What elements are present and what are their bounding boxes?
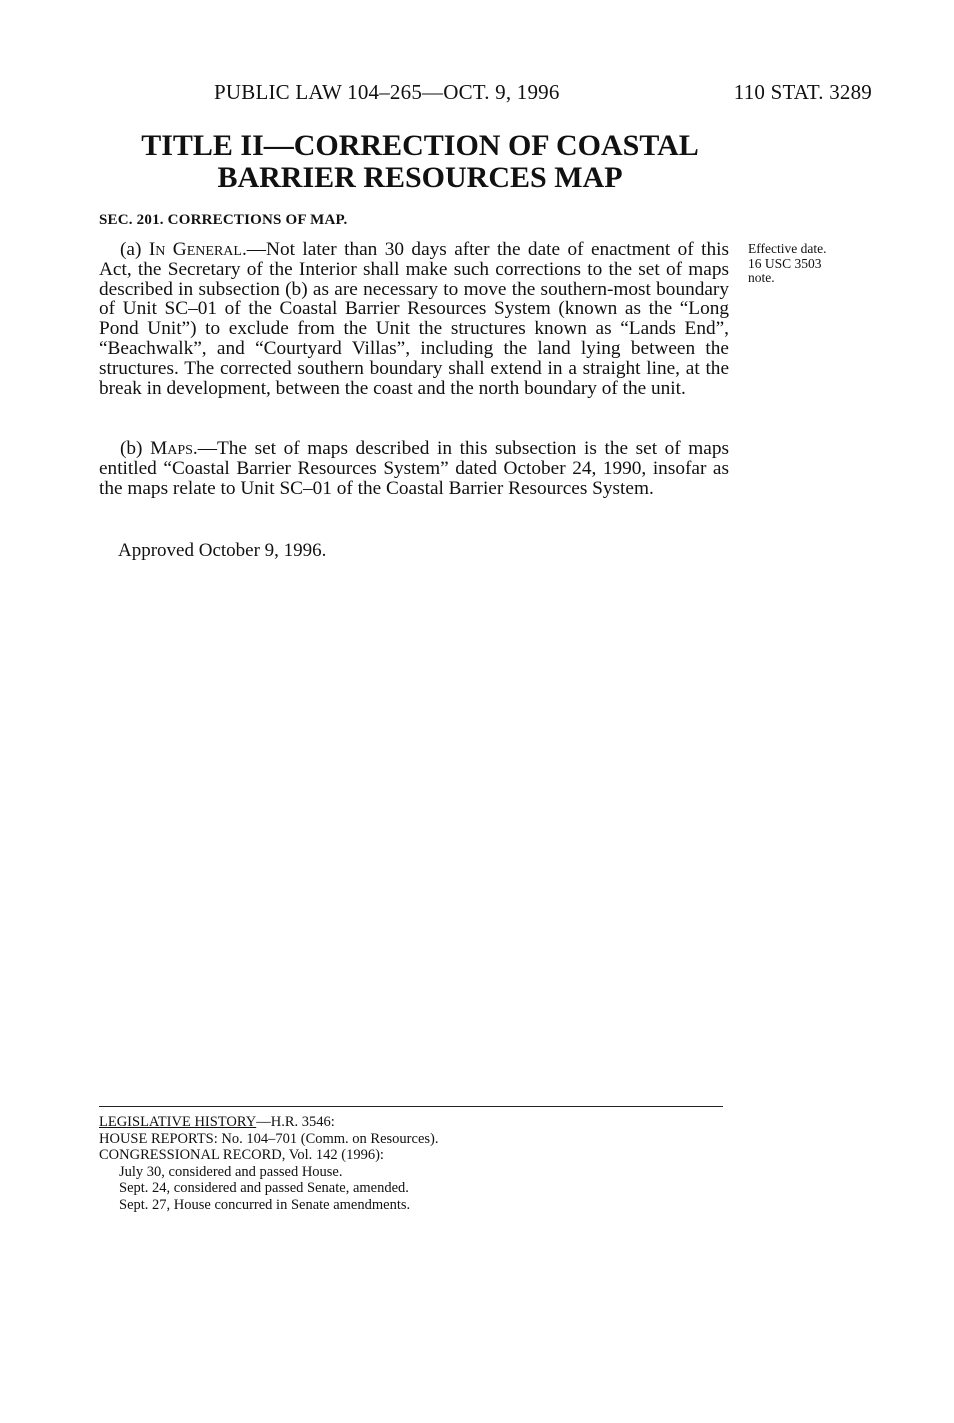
subsection-b (99, 439, 729, 498)
legislative-history-heading (99, 1114, 729, 1131)
subsection-b-heading: Maps. (150, 438, 198, 459)
subsection-a-text: —Not later than 30 days after the date of enactment of this Act, the Secretary of the Interior shall make such corrections to the set of maps described in subsection (b) as are necessary to move the southern-most boundary of Unit SC–01 of the Coastal Barrier Resources System (known as the “Long Pond Unit”) to exclude from the Unit the structures known as “Lands End”, “Beachwalk”, and “Courtyard Villas”, including the land lying between the structures. The corrected southern boundary shall extend in a straight line, at the break in development, between the coast and the north boundary of the unit. (99, 239, 729, 399)
history-entry: Sept. 27, House concurred in Senate amendments. (119, 1196, 411, 1213)
title-line-2: BARRIER RESOURCES MAP (217, 161, 623, 194)
subsection-b-label: (b) (120, 438, 143, 459)
page-number: 110 STAT. 3289 (733, 80, 872, 104)
running-head (214, 80, 872, 105)
subsection-b-text: —The set of maps described in this subsection is the set of maps entitled “Coastal Barrier Resources System” dated October 24, 1990, insofar as the maps relate to Unit SC–01 of the Coastal Barrier Resources System. (99, 438, 729, 499)
title-line-1: TITLE II—CORRECTION OF COASTAL (141, 129, 699, 162)
subsection-a-heading: In General. (148, 239, 247, 260)
history-entry: Sept. 24, considered and passed Senate, amended. (119, 1180, 409, 1196)
margin-note-note: note. (748, 270, 775, 285)
congressional-record: CONGRESSIONAL RECORD, Vol. 142 (1996): (99, 1147, 384, 1163)
margin-note-effective-date: Effective date. (748, 241, 827, 256)
approval-date: Approved October 9, 1996. (118, 540, 327, 561)
section-heading: SEC. 201. CORRECTIONS OF MAP. (99, 212, 348, 228)
subsection-a (99, 240, 729, 398)
footer-divider (99, 1106, 723, 1107)
subsection-a-label: (a) (120, 239, 142, 260)
margin-note (748, 242, 858, 286)
legislative-history-title: LEGISLATIVE HISTORY (99, 1114, 257, 1130)
history-entry: July 30, considered and passed House. (119, 1163, 343, 1180)
legislative-history-bill: —H.R. 3546: (256, 1114, 335, 1130)
house-reports: HOUSE REPORTS: No. 104–701 (Comm. on Resources). (99, 1130, 439, 1147)
margin-note-usc: 16 USC 3503 (748, 255, 822, 271)
running-head-left: PUBLIC LAW 104–265—OCT. 9, 1996 (214, 80, 560, 104)
legislative-history (99, 1114, 729, 1213)
title-heading (120, 130, 720, 194)
